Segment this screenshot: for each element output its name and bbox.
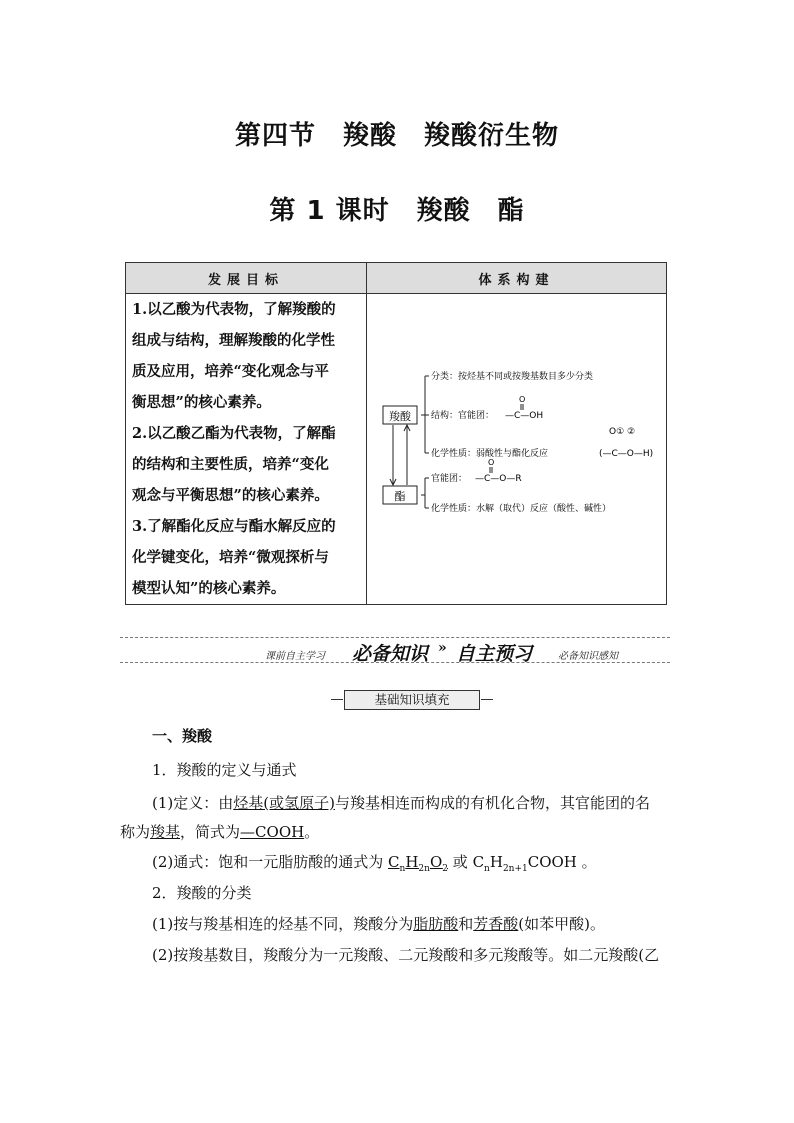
goal-line: 3.了解酯化反应与酯水解反应的 — [132, 518, 336, 535]
ester-brace — [421, 478, 429, 508]
subheading-classification: 2．羧酸的分类 — [152, 884, 252, 902]
classification-line-2: (2)按羧基数目，羧酸分为一元羧酸、二元羧酸和多元羧酸等。如二元羧酸(乙 — [152, 946, 660, 964]
divider-left-label: 课前自主学习 — [265, 651, 325, 662]
formula: $C_nH_{2n+1}COOH$ — [472, 853, 577, 874]
lesson-title: 第 1 课时 羧酸 酯 — [269, 196, 525, 226]
goal-line: 模型认知”的核心素养。 — [132, 580, 286, 597]
acid-node-label: 羧酸 — [389, 410, 411, 423]
blank-answer: 羧基 — [150, 823, 181, 841]
divider-big-left: 必备知识 — [352, 643, 429, 665]
goal-line: 观念与平衡思想”的核心素养。 — [132, 487, 329, 504]
formula-blank: $C_nH_{2n}O_2$ — [388, 853, 448, 874]
general-formula-line: (2)通式：饱和一元脂肪酸的通式为 $C_nH_{2n}O_2$ 或 $C_nH_{2n+1}COOH$ 。 — [152, 853, 597, 874]
definition-line-2: 称为羧基，简式为—COOH。 — [120, 823, 320, 841]
goal-line: 的结构和主要性质，培养“变化 — [132, 456, 329, 473]
goals-header: 发展目标 — [126, 263, 367, 294]
divider-line-top — [120, 637, 670, 638]
blank-answer: 烃基(或氢原子) — [233, 794, 335, 812]
acid-branch: 结构：官能团： — [431, 411, 495, 421]
goal-line: 质及应用，培养“变化观念与平 — [132, 363, 329, 380]
goal-line: 组成与结构，理解羧酸的化学性 — [132, 332, 335, 349]
objectives-table — [125, 262, 667, 605]
system-header: 体系构建 — [367, 263, 667, 294]
goal-line: 2.以乙酸乙酯为代表物，了解酯 — [132, 425, 336, 442]
subheading-definition: 1．羧酸的定义与通式 — [152, 761, 297, 779]
section-title: 第四节 羧酸 羧酸衍生物 — [234, 121, 559, 151]
acid-branch: 分类：按烃基不同或按羧基数目多少分类 — [431, 372, 594, 382]
ester-branch: 官能团： — [431, 474, 468, 484]
blank-answer: 脂肪酸 — [413, 915, 459, 933]
concept-diagram — [381, 366, 671, 516]
bond-marks: O① ② — [609, 427, 636, 437]
ester-group-o: O — [488, 458, 495, 467]
section-badge: 基础知识填充 — [344, 690, 480, 710]
goals-cell — [126, 294, 367, 605]
definition-line-1: (1)定义：由烃基(或氢原子)与羧基相连而构成的有机化合物，其官能团的名 — [152, 794, 650, 812]
blank-answer: 芳香酸 — [473, 915, 519, 933]
goal-line: 衡思想”的核心素养。 — [132, 394, 271, 411]
section-divider — [120, 637, 670, 665]
goal-line: 1.以乙酸为代表物，了解羧酸的 — [132, 301, 336, 318]
goal-line: 化学键变化，培养“微观探析与 — [132, 549, 329, 566]
reaction-bond: (—C—O—H) — [599, 449, 654, 459]
classification-line-1: (1)按与羧基相连的烃基不同，羧酸分为脂肪酸和芳香酸(如苯甲酸)。 — [152, 915, 606, 933]
ester-group: —C—O—R — [475, 474, 522, 484]
divider-right-label: 必备知识感知 — [558, 651, 618, 662]
acid-group: —C—OH — [505, 411, 544, 421]
ester-node-label: 酯 — [394, 490, 406, 503]
divider-big-right: 自主预习 — [456, 643, 533, 665]
blank-answer: —COOH — [240, 823, 305, 841]
acid-branch: 化学性质：弱酸性与酯化反应 — [431, 449, 549, 459]
acid-brace — [421, 376, 429, 453]
diagram-cell — [367, 294, 667, 605]
acid-group-o: O — [519, 395, 526, 404]
heading-carboxylic-acid: 一、羧酸 — [152, 727, 213, 745]
divider-arrow-icon: » — [438, 640, 447, 656]
ester-branch: 化学性质：水解（取代）反应（酸性、碱性） — [431, 504, 612, 514]
